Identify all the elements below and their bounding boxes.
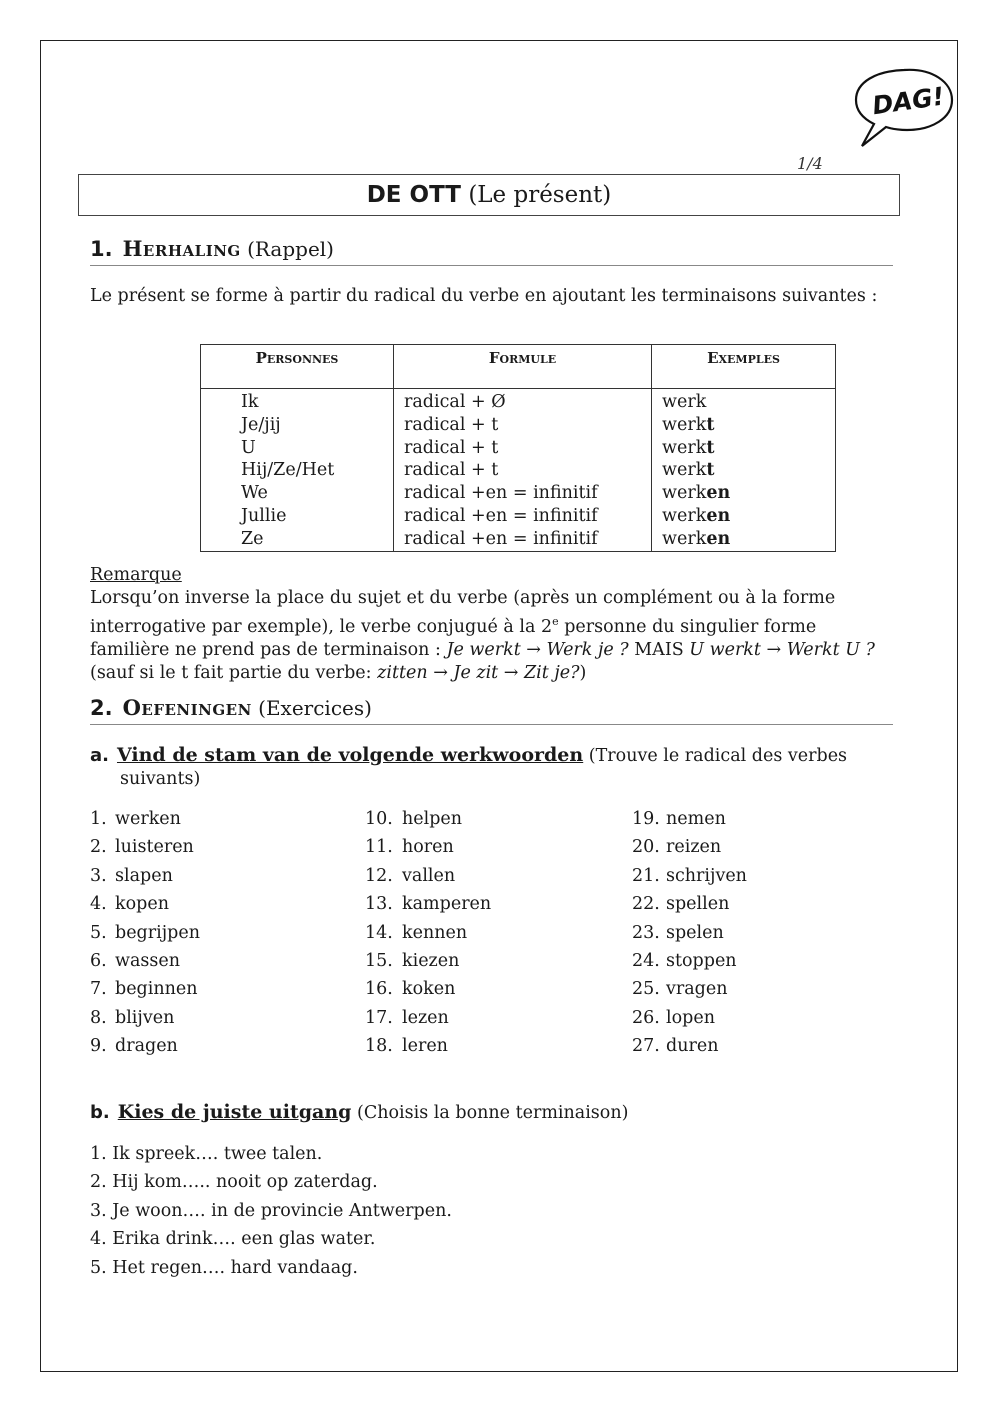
verb: horen	[402, 837, 454, 858]
example-cell	[652, 505, 836, 528]
item-number: 26.	[632, 1007, 660, 1028]
item-number: 5.	[90, 922, 107, 943]
list-item	[632, 836, 747, 864]
verb: stoppen	[666, 950, 737, 971]
verb-column-1	[90, 808, 200, 1064]
person-cell: U	[201, 437, 394, 460]
item-number: 16.	[365, 979, 393, 1000]
example-stem: werk	[662, 460, 707, 481]
remark-sup: e	[552, 615, 559, 628]
exercise-b-heading	[90, 1101, 900, 1125]
list-item	[365, 978, 491, 1006]
list-item	[632, 893, 747, 921]
table-row	[201, 482, 836, 505]
list-item	[365, 865, 491, 893]
section-title: Oefeningen	[122, 695, 252, 720]
person-cell: Hij/Ze/Het	[201, 459, 394, 482]
verb: duren	[666, 1036, 719, 1057]
item-number: 4.	[90, 894, 107, 915]
item-number: 18.	[365, 1036, 393, 1057]
section-number: 2.	[90, 696, 113, 720]
example-cell	[652, 414, 836, 437]
item-number: 1.	[90, 809, 107, 829]
verb: helpen	[402, 809, 463, 829]
table-row	[201, 414, 836, 437]
example-stem: werk	[662, 392, 707, 412]
list-item	[632, 950, 747, 978]
list-item	[90, 808, 200, 836]
exercise-title: Kies de juiste uitgang	[117, 1101, 352, 1123]
list-item	[632, 922, 747, 950]
list-item	[365, 1035, 491, 1063]
item-number: 19.	[632, 809, 660, 829]
list-item	[632, 1035, 747, 1063]
remark-example: U werkt → Werkt U ?	[689, 639, 875, 660]
remark-text	[90, 587, 900, 685]
section-title: Herhaling	[122, 236, 241, 261]
item-number: 9.	[90, 1036, 107, 1057]
verb: leren	[402, 1036, 448, 1057]
page-title	[78, 174, 900, 216]
formula-cell: radical + t	[394, 414, 652, 437]
item-number: 20.	[632, 837, 660, 858]
example-ending: en	[706, 505, 731, 526]
remark-part: )	[579, 662, 587, 683]
verb: dragen	[115, 1036, 178, 1057]
item-number: 7.	[90, 979, 107, 1000]
list-item	[632, 1007, 747, 1035]
title-rest: (Le présent)	[468, 182, 612, 208]
section-number: 1.	[90, 237, 113, 261]
verb-column-3	[632, 808, 747, 1064]
header-formule: Formule	[394, 345, 652, 389]
verb: vallen	[402, 865, 456, 886]
item-number: 24.	[632, 950, 660, 971]
formula-cell: radical + Ø	[394, 389, 652, 414]
item-number: 12.	[365, 865, 393, 886]
dag-speech-bubble-logo	[852, 64, 956, 148]
list-item	[90, 978, 200, 1006]
formula-cell: radical +en = infinitif	[394, 528, 652, 551]
example-cell	[652, 437, 836, 460]
example-stem: werk	[662, 505, 707, 526]
verb: blijven	[115, 1007, 175, 1028]
example-stem: werk	[662, 483, 707, 504]
table-row	[201, 389, 836, 414]
exercise-subtitle: (Choisis la bonne terminaison)	[357, 1103, 629, 1123]
exercise-title: Vind de stam van de volgende werkwoorden	[116, 744, 584, 766]
list-item	[365, 950, 491, 978]
list-item: 5. Het regen…. hard vandaag.	[90, 1257, 358, 1278]
table-row	[201, 459, 836, 482]
list-item	[632, 978, 747, 1006]
list-item	[365, 1007, 491, 1035]
header-exemples: Exemples	[652, 345, 836, 389]
section-subtitle: (Exercices)	[258, 696, 372, 720]
list-item	[90, 950, 200, 978]
example-cell	[652, 459, 836, 482]
item-number: 25.	[632, 979, 660, 1000]
example-ending: en	[706, 528, 731, 549]
remark-part: MAIS	[628, 639, 690, 660]
list-item	[90, 836, 200, 864]
verb: slapen	[115, 865, 173, 886]
list-item	[365, 808, 491, 836]
verb: lezen	[402, 1007, 449, 1028]
verb: spelen	[666, 922, 724, 943]
item-number: 8.	[90, 1007, 107, 1028]
list-item	[632, 865, 747, 893]
person-cell: We	[201, 482, 394, 505]
item-number: 6.	[90, 950, 107, 971]
list-item: 1. Ik spreek…. twee talen.	[90, 1144, 323, 1164]
verb: vragen	[666, 979, 728, 1000]
item-number: 13.	[365, 894, 393, 915]
remark-example: Je werkt → Werk je ?	[446, 639, 629, 660]
verb: schrijven	[666, 865, 747, 886]
list-item	[365, 922, 491, 950]
example-ending: en	[706, 483, 731, 504]
item-number: 21.	[632, 865, 660, 886]
page-number: 1/4	[797, 154, 823, 173]
verb: begrijpen	[115, 922, 200, 943]
person-cell: Jullie	[201, 505, 394, 528]
verb: luisteren	[115, 837, 194, 858]
logo-text: DAG!	[870, 81, 946, 121]
example-stem: werk	[662, 528, 707, 549]
item-number: 2.	[90, 837, 107, 858]
verb: spellen	[666, 894, 730, 915]
example-ending: t	[706, 460, 715, 481]
item-number: 15.	[365, 950, 393, 971]
example-ending: t	[706, 437, 715, 458]
table-row	[201, 528, 836, 551]
example-cell	[652, 482, 836, 505]
list-item	[90, 1007, 200, 1035]
verb: kennen	[402, 922, 468, 943]
list-item	[632, 808, 747, 836]
list-item	[90, 865, 200, 893]
verb: reizen	[666, 837, 722, 858]
item-number: 10.	[365, 809, 393, 829]
person-cell: Ze	[201, 528, 394, 551]
formula-cell: radical +en = infinitif	[394, 505, 652, 528]
exercise-label: b.	[90, 1102, 110, 1123]
list-item: 3. Je woon…. in de provincie Antwerpen.	[90, 1200, 452, 1221]
person-cell: Je/jij	[201, 414, 394, 437]
item-number: 27.	[632, 1036, 660, 1057]
section-2-heading	[90, 695, 893, 725]
intro-paragraph: Le présent se forme à partir du radical du verbe en ajoutant les terminaisons suivantes :	[90, 286, 878, 306]
example-stem: werk	[662, 414, 707, 435]
item-number: 11.	[365, 837, 393, 858]
verb: wassen	[115, 950, 181, 971]
verb: kamperen	[402, 894, 492, 915]
title-bold: DE OTT	[366, 182, 461, 208]
item-number: 17.	[365, 1007, 393, 1028]
list-item	[90, 1035, 200, 1063]
verb: beginnen	[115, 979, 198, 1000]
list-item	[365, 893, 491, 921]
item-number: 3.	[90, 865, 107, 886]
remark-example: zitten → Je zit → Zit je?	[377, 662, 580, 683]
verb: kiezen	[402, 950, 460, 971]
verb: werken	[115, 809, 181, 829]
verb: lopen	[666, 1007, 715, 1028]
item-number: 22.	[632, 894, 660, 915]
exercise-a-heading	[90, 744, 910, 791]
person-cell: Ik	[201, 389, 394, 414]
header-personnes: Personnes	[201, 345, 394, 389]
list-item: 4. Erika drink…. een glas water.	[90, 1229, 376, 1250]
remark-block	[90, 564, 900, 685]
example-cell	[652, 528, 836, 551]
list-item	[90, 893, 200, 921]
list-item	[365, 836, 491, 864]
item-number: 14.	[365, 922, 393, 943]
table-row	[201, 437, 836, 460]
list-item	[90, 922, 200, 950]
example-cell	[652, 389, 836, 414]
conjugation-table	[200, 344, 836, 552]
verb-column-2	[365, 808, 491, 1064]
list-item: 2. Hij kom….. nooit op zaterdag.	[90, 1172, 378, 1193]
sentence-list	[90, 1143, 452, 1285]
example-stem: werk	[662, 437, 707, 458]
verb: koken	[402, 979, 456, 1000]
remark-part: (sauf si le t fait partie du verbe:	[90, 662, 378, 683]
item-number: 23.	[632, 922, 660, 943]
verb: nemen	[666, 809, 726, 829]
section-subtitle: (Rappel)	[247, 237, 334, 261]
table-row	[201, 505, 836, 528]
remark-heading: Remarque	[90, 565, 182, 585]
remark-part: personne du singulier forme familière ne prend pas de terminaison :	[90, 616, 817, 660]
verb: kopen	[115, 894, 169, 915]
example-ending: t	[706, 414, 715, 435]
formula-cell: radical +en = infinitif	[394, 482, 652, 505]
remark-part: Lorsqu’on inverse la place du sujet et du verbe (après un complément ou à la forme interrogative par exemple), le verbe conjugué à la 2	[90, 588, 836, 637]
formula-cell: radical + t	[394, 437, 652, 460]
section-1-heading	[90, 236, 893, 266]
formula-cell: radical + t	[394, 459, 652, 482]
exercise-label: a.	[90, 745, 109, 766]
exercise-subtitle: (Trouve le radical des verbes suivants)	[120, 746, 848, 789]
